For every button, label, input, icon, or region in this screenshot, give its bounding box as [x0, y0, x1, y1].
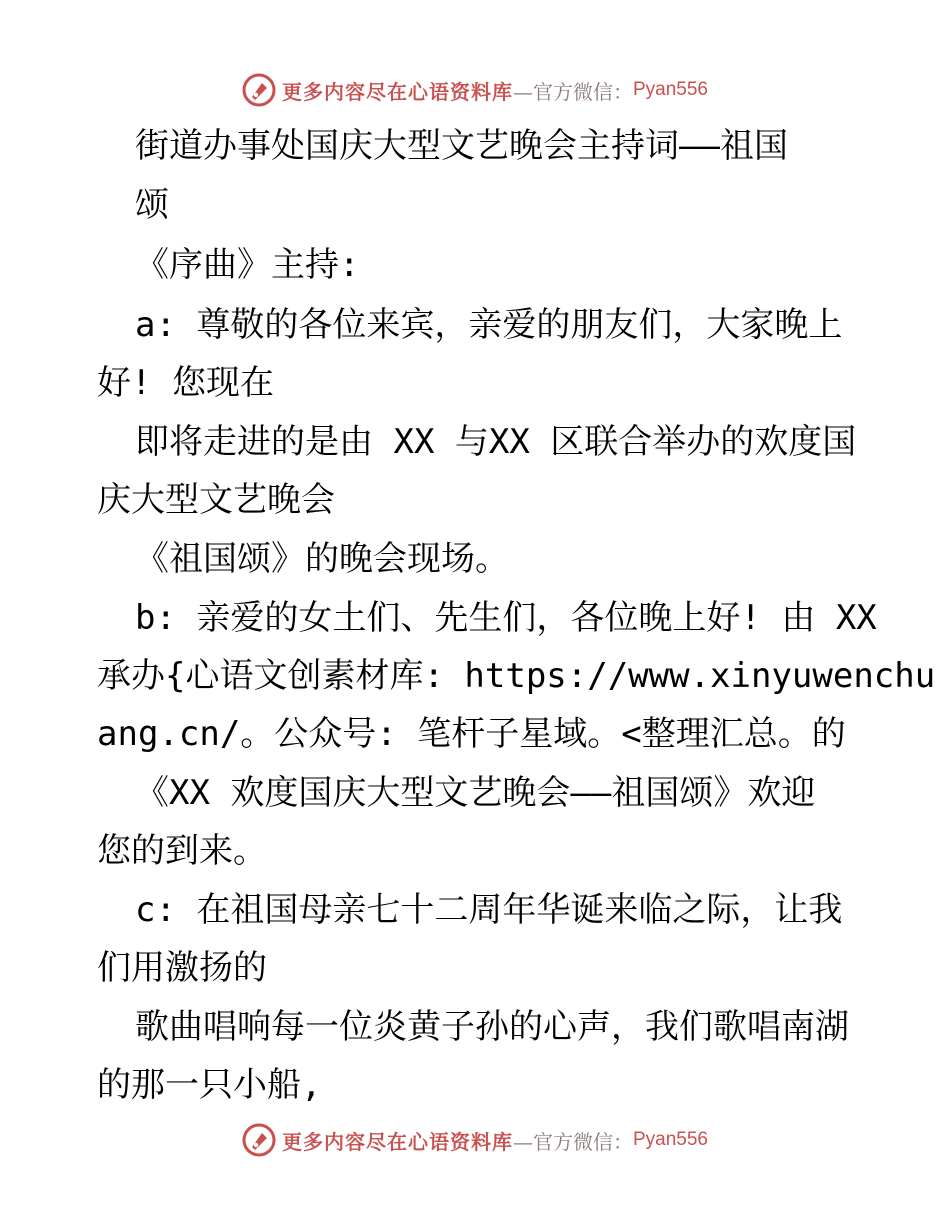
doc-line: c: 在祖国母亲七十二周年华诞来临之际，让我	[135, 890, 843, 930]
doc-line: b: 亲爱的女土们、先生们，各位晚上好! 由 XX	[135, 598, 877, 638]
banner-main-text: 更多内容尽在心语资料库	[281, 79, 513, 104]
doc-line: a: 尊敬的各位来宾，亲爱的朋友们，大家晚上	[135, 305, 843, 345]
footer-banner	[0, 1120, 950, 1160]
doc-line: 承办{心语文创素材库: https://www.xinyuwenchu	[97, 656, 936, 696]
banner-dash-text: —官方微信：	[512, 79, 633, 104]
pen-nib-logo-icon	[242, 73, 276, 107]
doc-title-line-1: 街道办事处国庆大型文艺晚会主持词——祖国	[135, 126, 788, 166]
doc-line: 《序曲》主持:	[135, 245, 360, 285]
doc-line: 《祖国颂》的晚会现场。	[135, 539, 509, 579]
doc-line: 好! 您现在	[97, 363, 274, 403]
banner-main-text: 更多内容尽在心语资料库	[281, 1129, 513, 1154]
doc-line: 的那一只小船,	[97, 1065, 322, 1105]
doc-line: 歌曲唱响每一位炎黄子孙的心声，我们歌唱南湖	[135, 1007, 849, 1047]
doc-line: 庆大型文艺晚会	[97, 480, 335, 520]
doc-line: 即将走进的是由 XX 与XX 区联合举办的欢度国	[135, 422, 857, 462]
doc-line: 您的到来。	[97, 831, 267, 871]
doc-line: ang.cn/。公众号: 笔杆子星域。<整理汇总。的	[97, 714, 846, 754]
banner-id-text: Pyan556	[632, 1129, 708, 1150]
header-banner	[0, 70, 950, 110]
pen-nib-logo-icon	[242, 1123, 276, 1157]
banner-dash-text: —官方微信：	[512, 1129, 633, 1154]
banner-id-text: Pyan556	[632, 79, 708, 100]
doc-line: 们用激扬的	[97, 948, 267, 988]
doc-line: 《XX 欢度国庆大型文艺晚会——祖国颂》欢迎	[135, 773, 816, 813]
doc-title-line-2: 颂	[135, 185, 169, 225]
